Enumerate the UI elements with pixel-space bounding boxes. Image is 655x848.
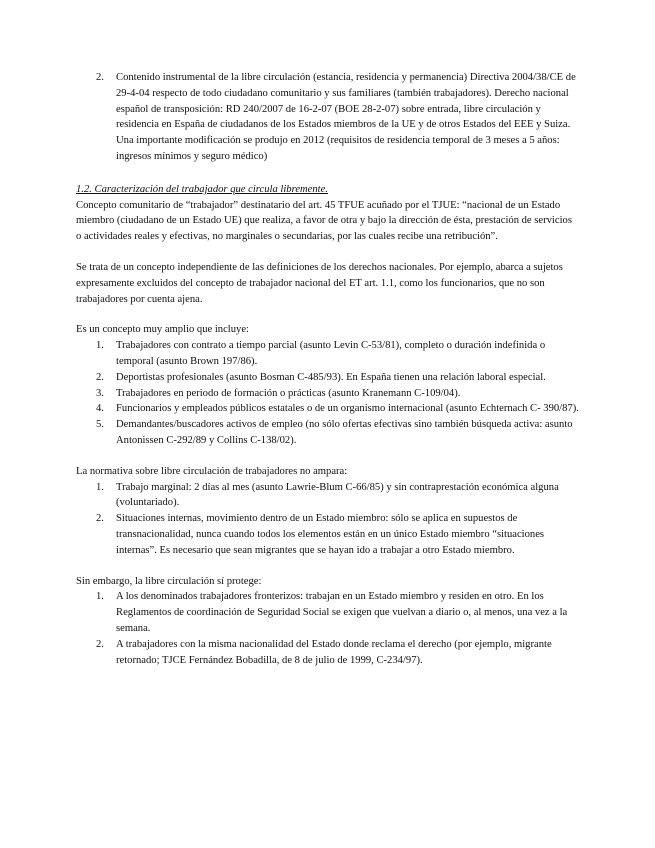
list-item xyxy=(76,637,579,669)
spacer xyxy=(76,449,579,464)
list-item-text: Funcionarios y empleados públicos estatales o de un organismo internacional (asunto Echternach C- 390/87). xyxy=(116,403,579,415)
list-item-number: 5. xyxy=(96,419,104,431)
spacer xyxy=(76,245,579,260)
list-item-number: 4. xyxy=(96,403,104,415)
list-item-number: 2. xyxy=(96,371,104,383)
paragraph-excludes-intro: La normativa sobre libre circulación de trabajadores no ampara: xyxy=(76,465,348,477)
list-item-text: A trabajadores con la misma nacionalidad del Estado donde reclama el derecho (por ejemplo, migrante retornado; TJCE Fernández Bobadilla, de 8 de julio de 1999, C-234/97). xyxy=(116,638,552,666)
list-item xyxy=(76,589,579,636)
section-heading: 1.2. Caracterización del trabajador que circula libremente. xyxy=(76,183,328,195)
list-item xyxy=(76,386,579,402)
list-item-text: Contenido instrumental de la libre circulación (estancia, residencia y permanencia) Directiva 2004/38/CE de 29-4-04 respecto de todo ciudadano comunitario y sus familiares (también trabajadores). Derecho nacional español de transposición: RD 240/2007 de 16-2-07 (BOE 28-2-07) sobre entrada, libre circulación y residencia en España de ciudadanos de los Estados miembros de la UE y de otros Estados del EEE y Suiza. Una importante modificación se produjo en 2012 (requisitos de residencia temporal de 3 meses a 5 años: ingresos mínimos y seguro médico) xyxy=(116,72,576,162)
list-item-number: 2. xyxy=(96,638,104,650)
list-item-number: 2. xyxy=(96,72,104,83)
includes-list xyxy=(76,338,579,449)
spacer xyxy=(76,307,579,322)
paragraph-includes-intro: Es un concepto muy amplio que incluye: xyxy=(76,324,249,336)
paragraph-protects-intro: Sin embargo, la libre circulación sí protege: xyxy=(76,575,262,587)
list-item xyxy=(76,338,579,370)
list-item-text: Trabajadores con contrato a tiempo parcial (asunto Levin C-53/81), completo o duración indefinida o temporal (asunto Brown 197/86). xyxy=(116,340,546,367)
excludes-list xyxy=(76,480,579,559)
list-item-text: Demandantes/buscadores activos de empleo (no sólo ofertas efectivas sino también búsqueda activa: asunto Antonissen C-292/89 y Collins C-138/02). xyxy=(116,419,573,446)
list-item xyxy=(76,401,579,417)
list-item xyxy=(76,70,579,165)
spacer xyxy=(76,165,579,174)
list-item-number: 2. xyxy=(96,513,104,525)
protects-list xyxy=(76,589,579,668)
list-item-text: A los denominados trabajadores fronterizos: trabajan en un Estado miembro y residen en otro. En los Reglamentos de coordinación de Seguridad Social se exigen que vuelvan a diario o, al menos, una vez a la semana. xyxy=(116,591,568,634)
list-item-text: Deportistas profesionales (asunto Bosman C-485/93). En España tienen una relación laboral especial. xyxy=(116,371,546,383)
spacer xyxy=(76,559,579,574)
list-item-number: 3. xyxy=(96,387,104,399)
paragraph-definition: Concepto comunitario de “trabajador” destinatario del art. 45 TFUE acuñado por el TJUE: “nacional de un Estado miembro (ciudadano de un Estado UE) que realiza, a favor de otra y bajo la dirección de ésta, prestación de servicios o actividades reales y efectivas, no marginales o secundarias, por las cuales recibe una retribución”. xyxy=(76,199,572,243)
list-item-number: 1. xyxy=(96,591,104,603)
list-item xyxy=(76,511,579,558)
paragraph-independent-concept: Se trata de un concepto independiente de las definiciones de los derechos nacionales. Por ejemplo, abarca a sujetos expresamente excluidos del concepto de trabajador nacional del ET art. 1.1, como los funcionarios, que no son trabajadores por cuenta ajena. xyxy=(76,261,563,305)
list-item-number: 1. xyxy=(96,340,104,352)
top-list xyxy=(76,70,579,165)
list-item-text: Trabajadores en periodo de formación o prácticas (asunto Kranemann C-109/04). xyxy=(116,387,461,399)
list-item xyxy=(76,370,579,386)
list-item xyxy=(76,417,579,449)
list-item-text: Situaciones internas, movimiento dentro de un Estado miembro: sólo se aplica en supuestos de transnacionalidad, nunca cuando todos los elementos están en un único Estado miembro “situaciones internas”. Es necesario que sean migrantes que se hayan ido a trabajar a otro Estado miembro. xyxy=(116,513,545,556)
list-item xyxy=(76,480,579,512)
list-item-text: Trabajo marginal: 2 días al mes (asunto Lawrie-Blum C-66/85) y sin contraprestación económica alguna (voluntariado). xyxy=(116,481,559,509)
list-item-number: 1. xyxy=(96,481,104,493)
